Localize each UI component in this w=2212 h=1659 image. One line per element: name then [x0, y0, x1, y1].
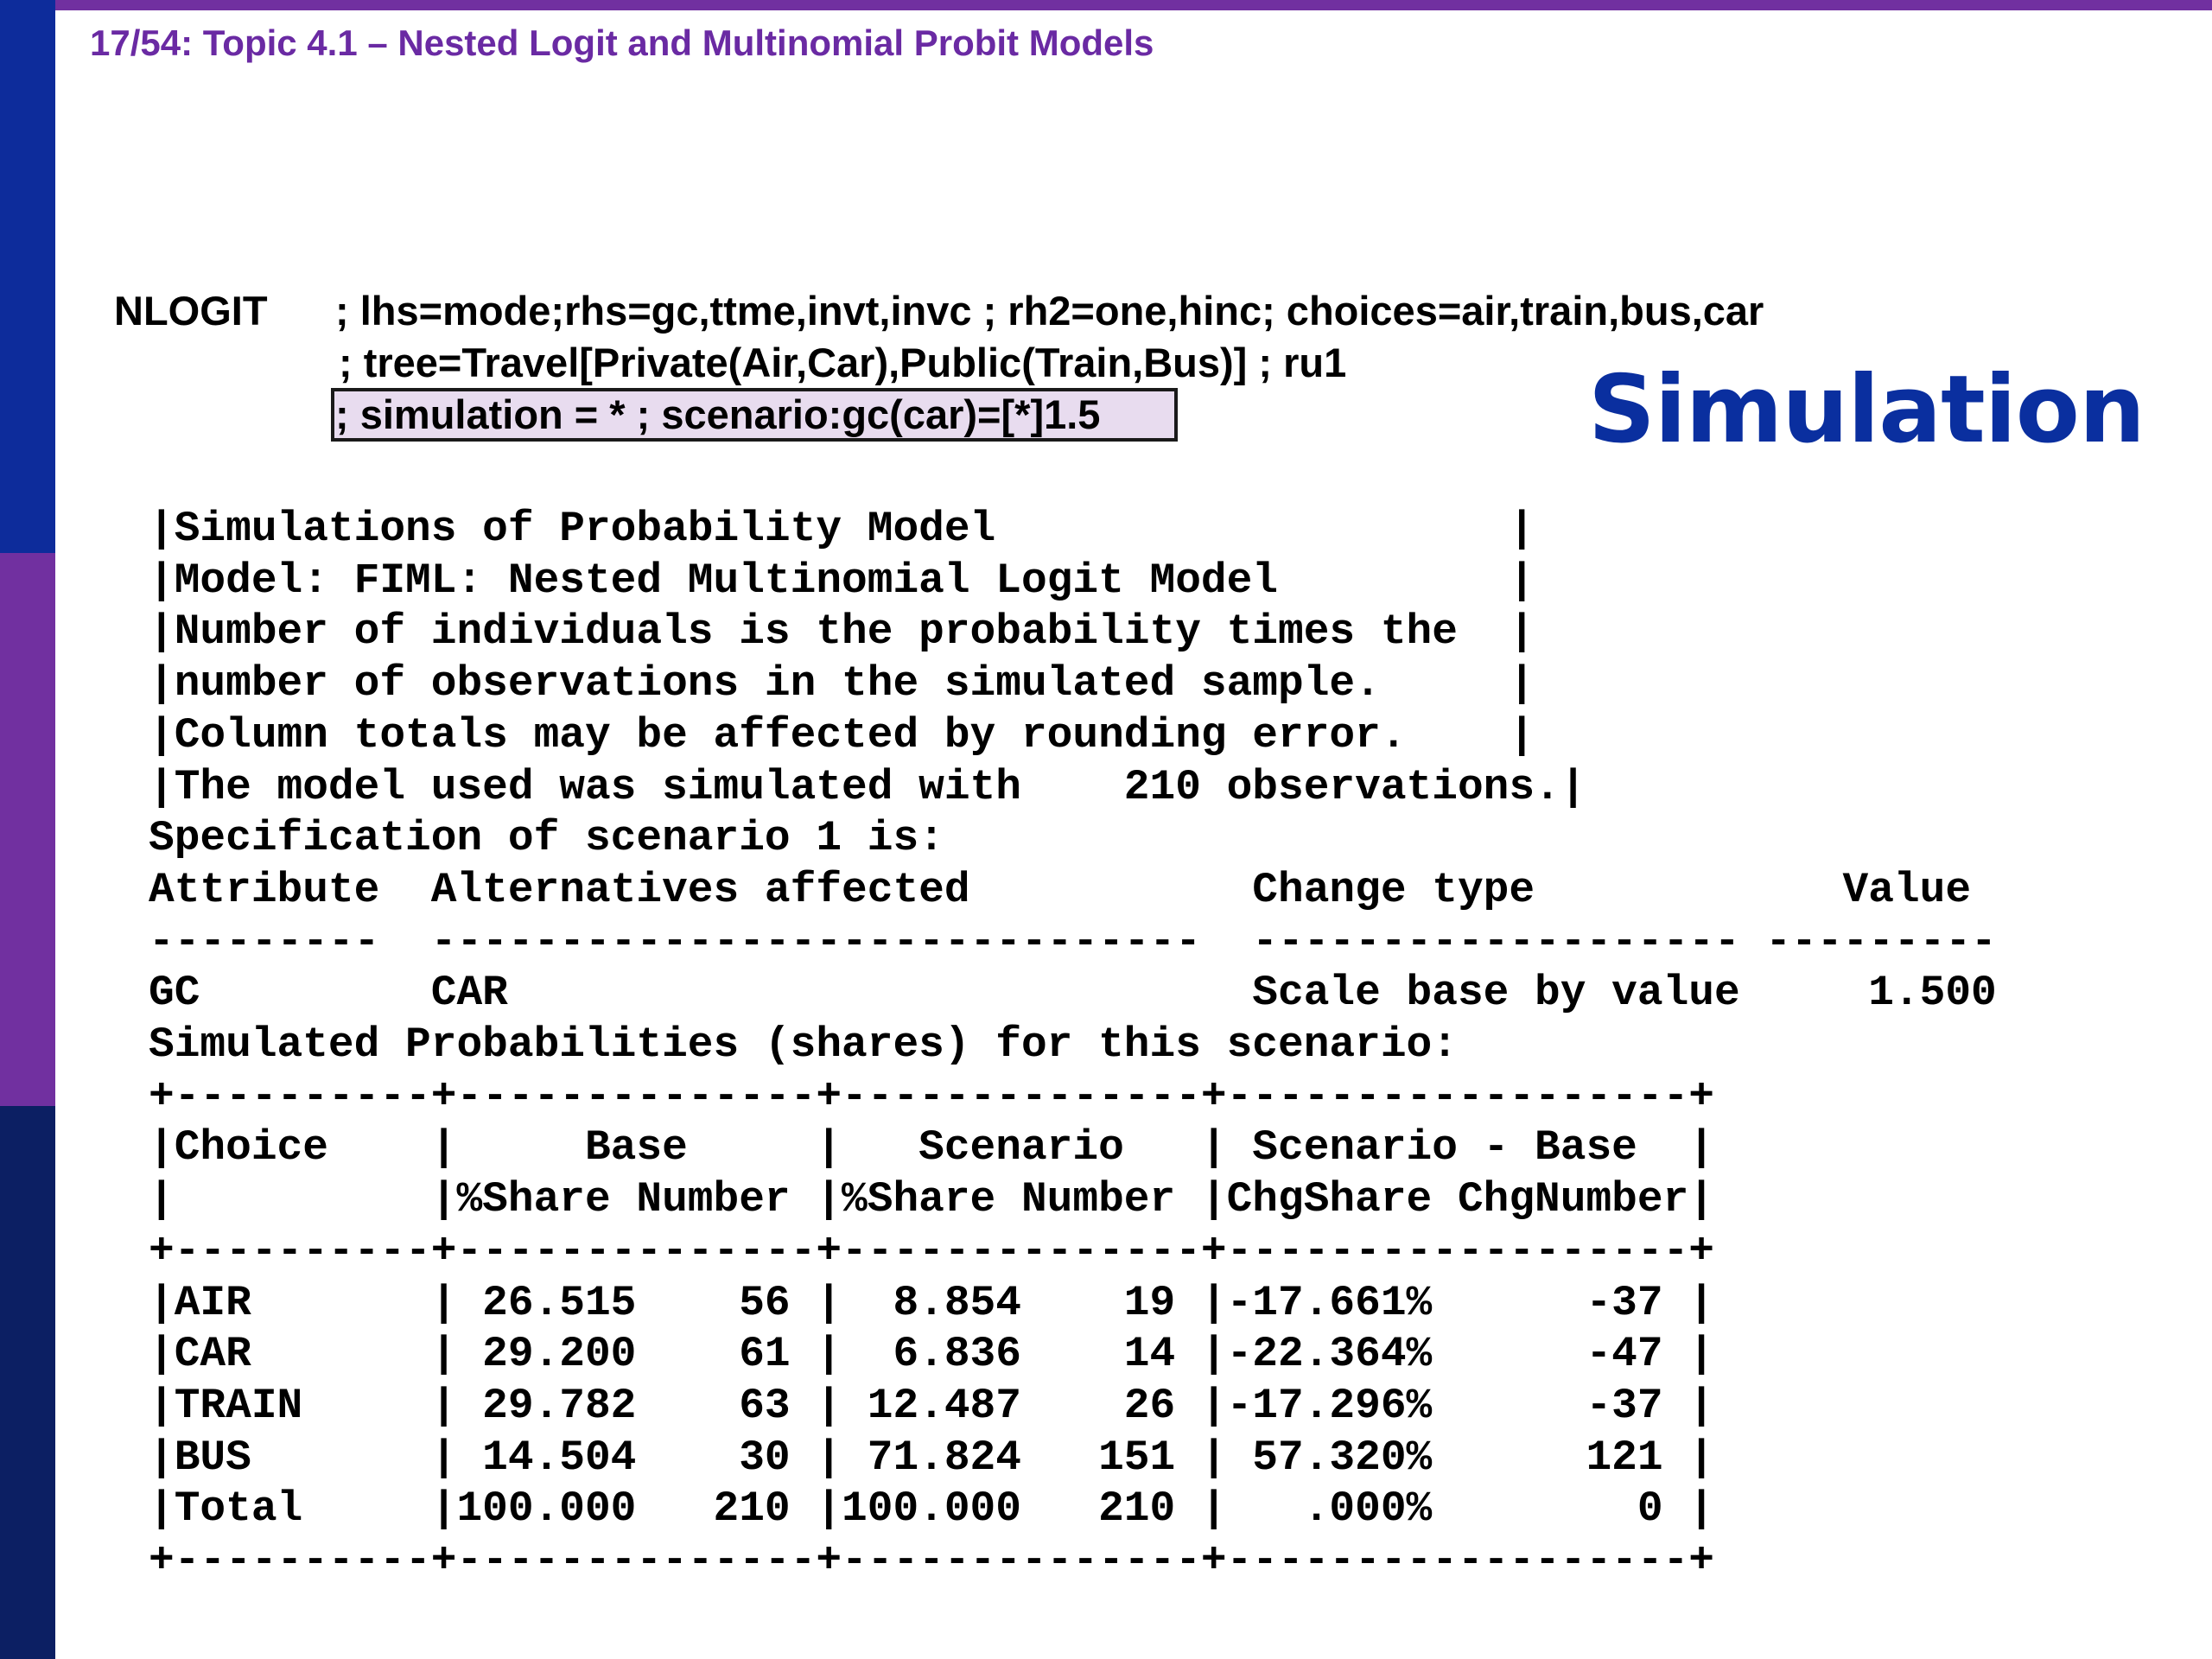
command-line-2: ; tree=Travel[Private(Air,Car),Public(Train,Bus)] ; ru1: [339, 340, 1347, 385]
accent-segment-middle: [0, 553, 55, 1106]
shares-table-subheader: | |%Share Number |%Share Number |ChgShare ChgNumber|: [149, 1175, 1714, 1224]
shares-table-row: |AIR | 26.515 56 | 8.854 19 |-17.661% -37 |: [149, 1278, 1714, 1327]
top-rule: [55, 0, 2212, 10]
accent-segment-top: [0, 0, 55, 553]
left-accent-bar: [0, 0, 55, 1659]
shares-table-border: +----------+--------------+--------------+------------------+: [149, 1536, 1714, 1586]
section-heading: Simulation: [1588, 356, 2145, 464]
output-line: |Column totals may be affected by rounding error. |: [149, 710, 1535, 760]
output-line: |Simulations of Probability Model |: [149, 505, 1535, 553]
shares-table-border: +----------+--------------+--------------+------------------+: [149, 1226, 1714, 1275]
shares-table-border: +----------+--------------+--------------+------------------+: [149, 1071, 1714, 1121]
output-line: |Model: FIML: Nested Multinomial Logit Model |: [149, 556, 1535, 605]
shares-table-header: |Choice | Base | Scenario | Scenario - Base |: [149, 1123, 1714, 1173]
command-line-3-highlighted: ; simulation = * ; scenario:gc(car)=[*]1.5: [335, 391, 1101, 437]
scenario-spec-line: Specification of scenario 1 is:: [149, 814, 944, 863]
shares-table-total-row: |Total |100.000 210 |100.000 210 | .000% 0 |: [149, 1484, 1714, 1534]
shares-caption: Simulated Probabilities (shares) for this scenario:: [149, 1020, 1458, 1070]
command-line-1: ; lhs=mode;rhs=gc,ttme,invt,invc ; rh2=one,hinc; choices=air,train,bus,car: [335, 288, 1764, 334]
output-line: |number of observations in the simulated sample. |: [149, 659, 1535, 709]
spec-table-row: GC CAR Scale base by value 1.500: [149, 969, 1997, 1018]
spec-table-rule: --------- ------------------------------ ------------------- ---------: [149, 917, 1997, 966]
slide-title: 17/54: Topic 4.1 – Nested Logit and Multinomial Probit Models: [90, 22, 1154, 63]
shares-table-row: |CAR | 29.200 61 | 6.836 14 |-22.364% -47 |: [149, 1330, 1714, 1379]
shares-table-row: |BUS | 14.504 30 | 71.824 151 | 57.320% 121 |: [149, 1433, 1714, 1482]
simulation-output: [149, 504, 1997, 1587]
shares-table-row: |TRAIN | 29.782 63 | 12.487 26 |-17.296% -37 |: [149, 1381, 1714, 1430]
output-line: |The model used was simulated with 210 observations.|: [149, 762, 1586, 811]
output-line: |Number of individuals is the probability times the |: [149, 607, 1535, 657]
spec-table-header: Attribute Alternatives affected Change type Value: [149, 865, 1972, 914]
command-label: NLOGIT: [114, 288, 268, 334]
accent-segment-bottom: [0, 1106, 55, 1659]
